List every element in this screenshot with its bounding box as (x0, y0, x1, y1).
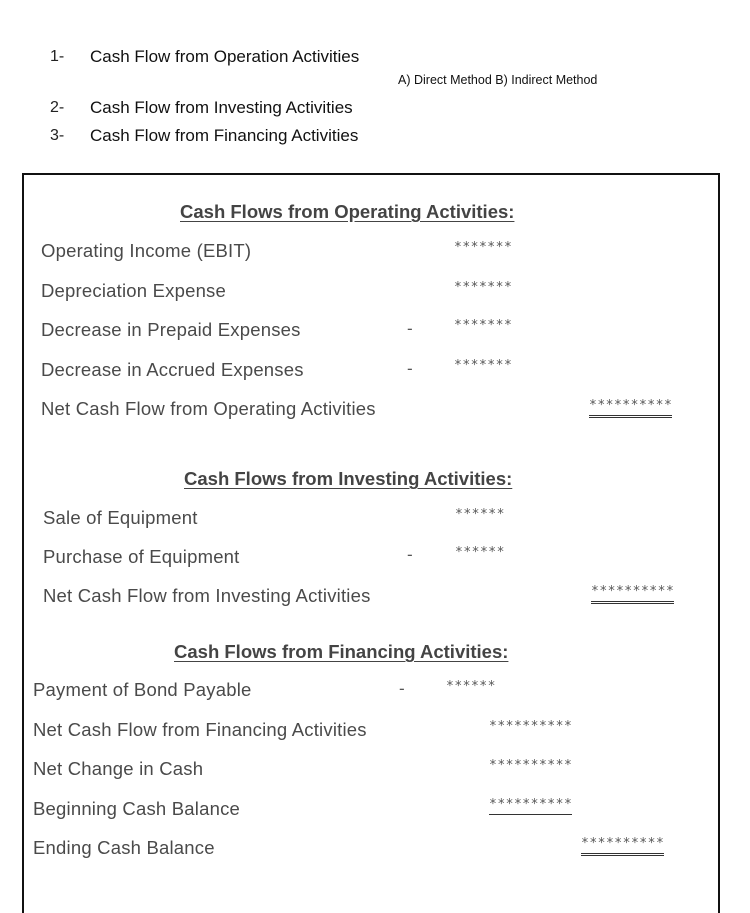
investing-row-label: Sale of Equipment (43, 507, 198, 528)
list-number-2: 2- (50, 99, 65, 116)
beginning-balance-value: ********** (489, 797, 572, 815)
list-number-1: 1- (50, 48, 65, 65)
financing-net-label: Net Cash Flow from Financing Activities (33, 719, 367, 740)
investing-net-label: Net Cash Flow from Investing Activities (43, 585, 371, 606)
net-change-value: ********** (489, 758, 573, 773)
ending-balance-label: Ending Cash Balance (33, 837, 215, 858)
list-number-3: 3- (50, 127, 65, 144)
net-change-label: Net Change in Cash (33, 758, 204, 779)
operating-row-value: ******* (454, 240, 513, 255)
operating-row-value: ******* (454, 318, 513, 333)
investing-row-label: Purchase of Equipment (43, 546, 240, 567)
list-item-financing: Cash Flow from Financing Activities (90, 126, 359, 145)
operating-row-sign: - (407, 319, 413, 338)
operating-row-label: Operating Income (EBIT) (41, 240, 252, 261)
financing-row-value: ****** (446, 679, 496, 694)
operating-row-sign: - (407, 359, 413, 378)
list-item-operation: Cash Flow from Operation Activities (90, 47, 360, 66)
operating-row-label: Decrease in Accrued Expenses (41, 359, 304, 380)
operating-row-label: Depreciation Expense (41, 280, 226, 301)
methods-note: A) Direct Method B) Indirect Method (398, 73, 598, 87)
list-item-investing: Cash Flow from Investing Activities (90, 98, 353, 117)
financing-row-label: Payment of Bond Payable (33, 679, 252, 700)
financing-heading: Cash Flows from Financing Activities: (174, 641, 509, 662)
investing-row-value: ****** (455, 507, 505, 522)
investing-net-value: ********** (591, 584, 674, 604)
investing-row-value: ****** (455, 545, 505, 560)
operating-net-value: ********** (589, 398, 672, 418)
operating-net-label: Net Cash Flow from Operating Activities (41, 398, 376, 419)
operating-heading: Cash Flows from Operating Activities: (180, 201, 515, 222)
financing-row-sign: - (399, 679, 405, 698)
investing-row-sign: - (407, 545, 413, 564)
operating-row-value: ******* (454, 358, 513, 373)
operating-row-value: ******* (454, 280, 513, 295)
financing-net-value: ********** (489, 719, 573, 734)
operating-row-label: Decrease in Prepaid Expenses (41, 319, 301, 340)
investing-heading: Cash Flows from Investing Activities: (184, 468, 513, 489)
ending-balance-value: ********** (581, 836, 664, 856)
beginning-balance-label: Beginning Cash Balance (33, 798, 241, 819)
